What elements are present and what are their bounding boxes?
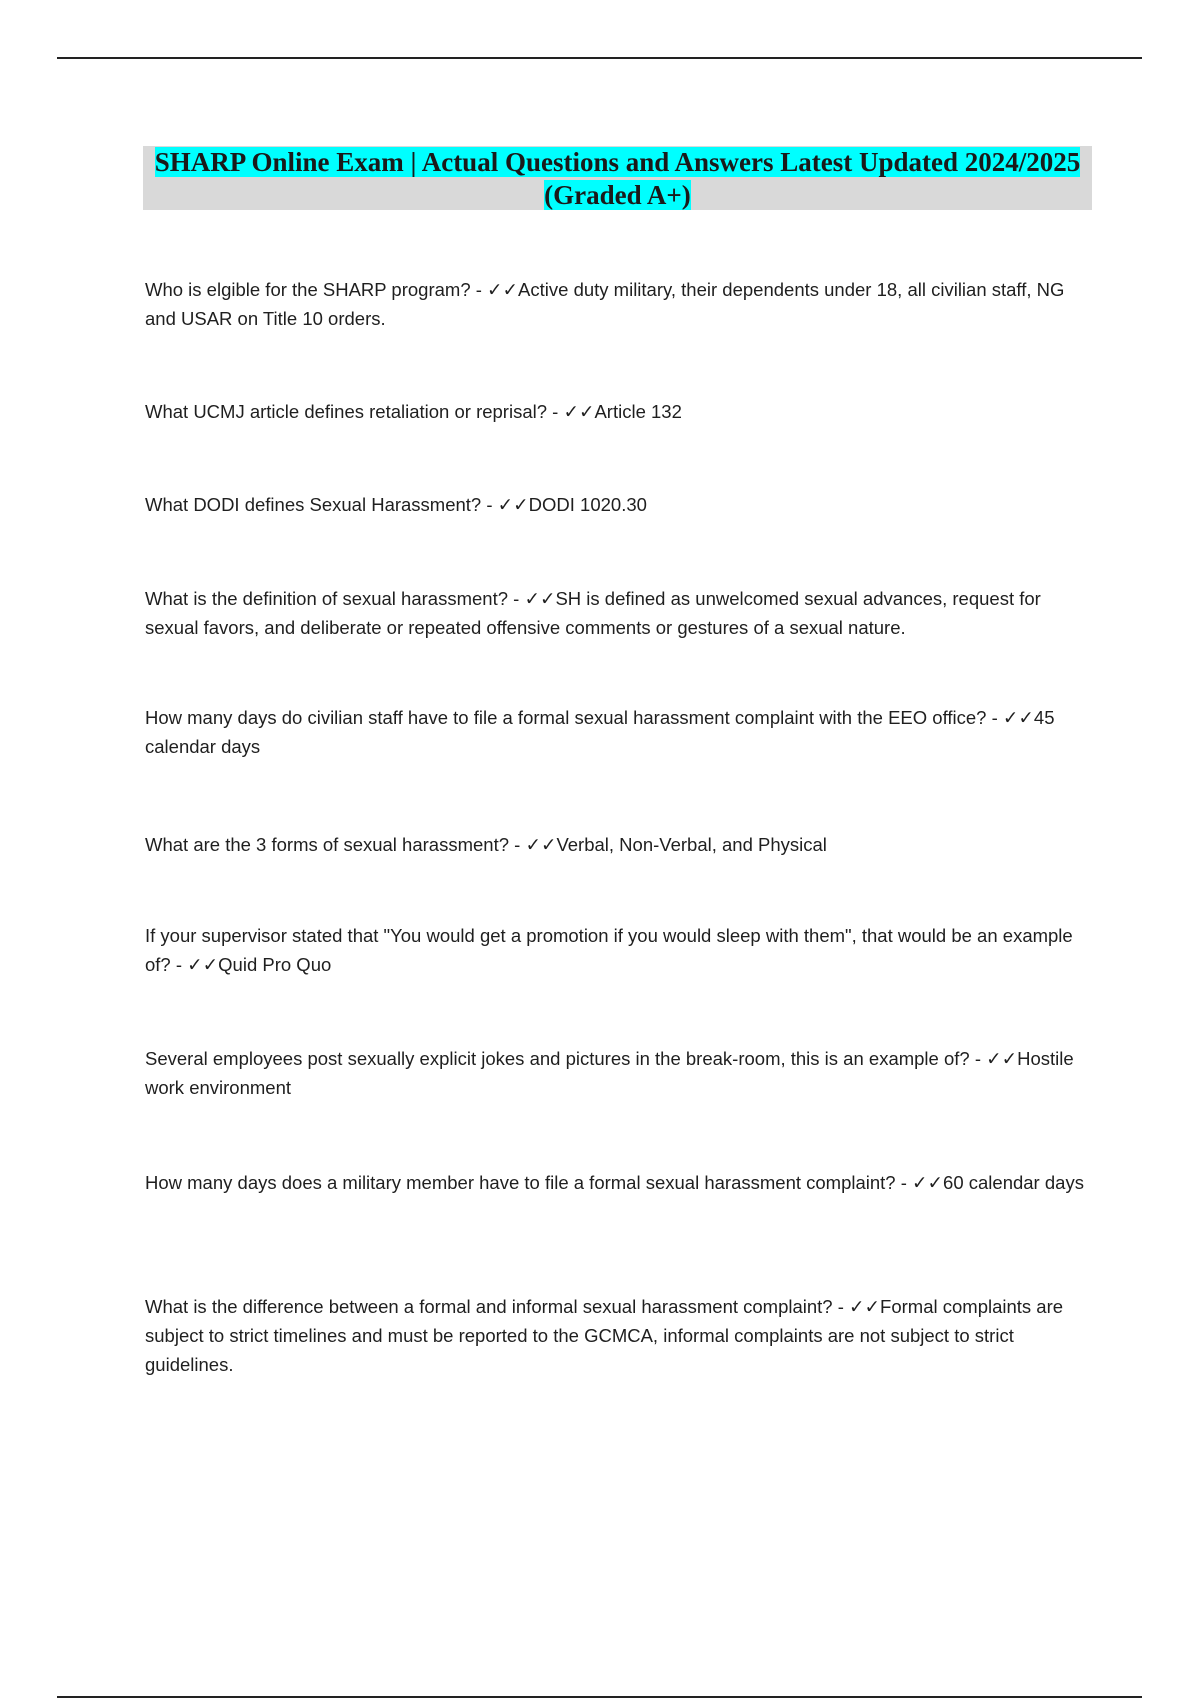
qa-item-2: What UCMJ article defines retaliation or reprisal? - ✓✓Article 132 [145, 401, 682, 422]
document-title: SHARP Online Exam | Actual Questions and Answers Latest Updated 2024/2025 (Graded A+) [154, 147, 1081, 210]
qa-item-9: How many days does a military member have to file a formal sexual harassment complaint? - ✓✓60 calendar days [145, 1172, 1084, 1193]
qa-item-8: Several employees post sexually explicit jokes and pictures in the break-room, this is an example of? - ✓✓Hostile work environment [145, 1048, 1074, 1098]
document-title-box [143, 146, 1092, 210]
top-rule [57, 57, 1142, 59]
qa-item-10: What is the difference between a formal and informal sexual harassment complaint? - ✓✓Formal complaints are subject to strict timelines and must be reported to the GCMCA, informal complaints are not subject to strict guidelines. [145, 1296, 1064, 1375]
qa-item-7: If your supervisor stated that "You would get a promotion if you would sleep with them", that would be an example of? - ✓✓Quid Pro Quo [145, 925, 1073, 975]
qa-item-4: What is the definition of sexual harassment? - ✓✓SH is defined as unwelcomed sexual advances, request for sexual favors, and deliberate or repeated offensive comments or gestures of a sexual nature. [145, 588, 1041, 638]
bottom-rule [57, 1696, 1142, 1698]
qa-item-6: What are the 3 forms of sexual harassment? - ✓✓Verbal, Non-Verbal, and Physical [145, 834, 827, 855]
qa-item-3: What DODI defines Sexual Harassment? - ✓✓DODI 1020.30 [145, 494, 647, 515]
qa-item-5: How many days do civilian staff have to file a formal sexual harassment complaint with the EEO office? - ✓✓45 calendar days [145, 707, 1055, 757]
qa-item-1: Who is elgible for the SHARP program? - ✓✓Active duty military, their dependents under 18, all civilian staff, NG and USAR on Title 10 orders. [145, 279, 1065, 329]
